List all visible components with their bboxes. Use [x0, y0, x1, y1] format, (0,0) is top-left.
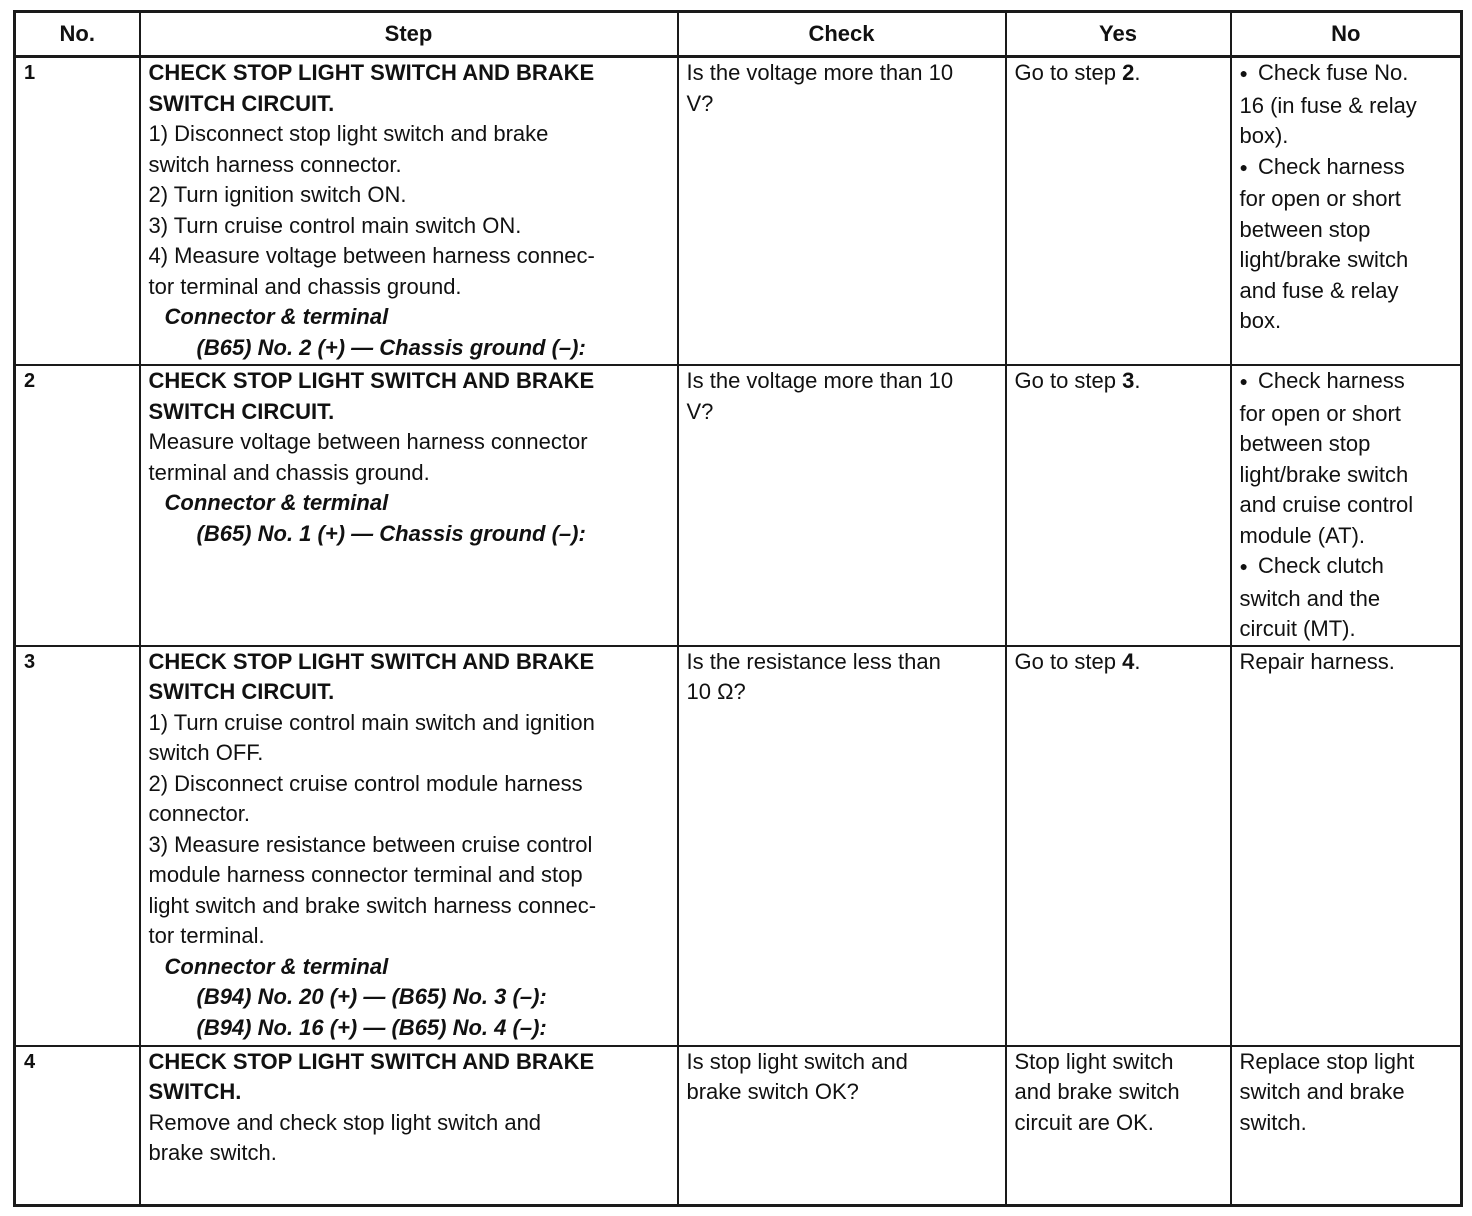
no-text: for open or short: [1239, 400, 1401, 426]
header-no: No.: [15, 12, 140, 57]
table-row: [15, 1046, 1462, 1206]
connector-label: Connector & terminal: [164, 304, 389, 329]
step-text: 3) Measure resistance between cruise control: [148, 831, 593, 857]
step-cell: [140, 646, 678, 1046]
no-text: between stop: [1239, 431, 1371, 456]
check-cell: [678, 365, 1006, 646]
step-text: 2) Turn ignition switch ON.: [148, 182, 407, 207]
header-yes: Yes: [1006, 12, 1231, 57]
check-text: brake switch OK?: [686, 1079, 859, 1104]
check-cell: [678, 1046, 1006, 1206]
no-text: light/brake switch: [1239, 461, 1409, 487]
header-row: [15, 12, 1462, 57]
no-text: module (AT).: [1239, 522, 1366, 548]
check-text: Is the resistance less than: [686, 648, 941, 674]
step-number: 4: [15, 1046, 140, 1206]
header-step: Step: [140, 12, 678, 57]
no-text: box.: [1239, 308, 1282, 333]
table-row: [15, 646, 1462, 1046]
no-text: ● Check harness: [1240, 366, 1453, 399]
no-text: circuit (MT).: [1239, 616, 1356, 641]
connector-label: Connector & terminal: [164, 490, 389, 515]
step-text: tor terminal.: [148, 923, 265, 948]
step-text: tor terminal and chassis ground.: [148, 273, 462, 299]
step-ref: 3: [1122, 368, 1135, 393]
step-text: switch harness connector.: [148, 151, 402, 177]
step-title: SWITCH CIRCUIT.: [148, 90, 335, 116]
step-text: connector.: [148, 801, 251, 826]
yes-text: Go to step 3.: [1014, 368, 1141, 393]
no-text: switch.: [1239, 1109, 1307, 1135]
step-cell: [140, 57, 678, 366]
step-title: CHECK STOP LIGHT SWITCH AND BRAKE: [148, 60, 595, 85]
step-cell: [140, 365, 678, 646]
step-text: 1) Disconnect stop light switch and brake: [148, 121, 549, 146]
no-text: and cruise control: [1239, 492, 1414, 517]
step-text: 4) Measure voltage between harness connec-: [148, 243, 595, 268]
no-cell: [1231, 57, 1462, 366]
no-text: ● Check harness: [1240, 152, 1453, 185]
no-text: ● Check clutch: [1240, 551, 1453, 584]
no-text: light/brake switch: [1239, 247, 1409, 272]
step-title: CHECK STOP LIGHT SWITCH AND BRAKE: [148, 368, 595, 393]
yes-text: Go to step 4.: [1014, 648, 1141, 674]
check-cell: [678, 646, 1006, 1046]
no-text: box).: [1239, 123, 1289, 148]
step-text: module harness connector terminal and stop: [148, 862, 583, 887]
yes-text: Go to step 2.: [1014, 60, 1141, 85]
step-text: 2) Disconnect cruise control module harness: [148, 770, 583, 796]
check-text: Is stop light switch and: [686, 1048, 908, 1074]
step-ref: 2: [1122, 60, 1135, 85]
diagnosis-table: [13, 10, 1463, 1207]
terminal-spec: (B94) No. 16 (+) — (B65) No. 4 (–):: [196, 1014, 547, 1040]
step-number: 1: [15, 57, 140, 366]
step-text: switch OFF.: [148, 740, 264, 765]
yes-text: and brake switch: [1014, 1079, 1180, 1104]
yes-cell: [1006, 365, 1231, 646]
yes-text: Stop light switch: [1014, 1048, 1174, 1074]
no-cell: [1231, 1046, 1462, 1206]
step-text: terminal and chassis ground.: [148, 459, 430, 485]
step-text: light switch and brake switch harness connec-: [148, 892, 597, 918]
terminal-spec: (B65) No. 2 (+) — Chassis ground (–):: [196, 334, 586, 360]
yes-cell: [1006, 57, 1231, 366]
terminal-spec: (B94) No. 20 (+) — (B65) No. 3 (–):: [196, 984, 547, 1009]
step-number: 3: [15, 646, 140, 1046]
check-text: Is the voltage more than 10: [686, 60, 954, 85]
table-row: [15, 365, 1462, 646]
step-text: brake switch.: [148, 1140, 277, 1165]
step-title: CHECK STOP LIGHT SWITCH AND BRAKE: [148, 1048, 595, 1074]
header-no-action: No: [1231, 12, 1462, 57]
table-row: [15, 57, 1462, 366]
step-title: SWITCH CIRCUIT.: [148, 679, 335, 704]
no-text: Replace stop light: [1239, 1048, 1415, 1074]
no-text: ● Check fuse No.: [1240, 58, 1453, 91]
no-cell: [1231, 365, 1462, 646]
check-text: V?: [686, 398, 714, 424]
no-text: for open or short: [1239, 186, 1401, 211]
no-text: switch and brake: [1239, 1079, 1405, 1104]
check-text: V?: [686, 90, 714, 116]
step-title: CHECK STOP LIGHT SWITCH AND BRAKE: [148, 648, 595, 674]
step-text: Remove and check stop light switch and: [148, 1109, 542, 1135]
no-text: switch and the: [1239, 585, 1381, 611]
yes-cell: [1006, 1046, 1231, 1206]
yes-text: circuit are OK.: [1014, 1109, 1154, 1135]
check-cell: [678, 57, 1006, 366]
step-text: 1) Turn cruise control main switch and ignition: [148, 709, 595, 735]
no-text: 16 (in fuse & relay: [1239, 92, 1417, 118]
no-text: Repair harness.: [1239, 648, 1395, 674]
step-ref: 4: [1122, 648, 1135, 674]
yes-cell: [1006, 646, 1231, 1046]
step-text: Measure voltage between harness connector: [148, 429, 588, 454]
connector-label: Connector & terminal: [164, 953, 389, 979]
step-number: 2: [15, 365, 140, 646]
no-text: between stop: [1239, 216, 1371, 242]
step-text: 3) Turn cruise control main switch ON.: [148, 212, 522, 238]
step-cell: [140, 1046, 678, 1206]
check-text: Is the voltage more than 10: [686, 368, 954, 393]
no-text: and fuse & relay: [1239, 277, 1399, 303]
header-check: Check: [678, 12, 1006, 57]
terminal-spec: (B65) No. 1 (+) — Chassis ground (–):: [196, 520, 586, 546]
step-title: SWITCH CIRCUIT.: [148, 398, 335, 424]
step-title: SWITCH.: [148, 1079, 242, 1104]
check-text: 10 Ω?: [686, 679, 746, 704]
no-cell: [1231, 646, 1462, 1046]
